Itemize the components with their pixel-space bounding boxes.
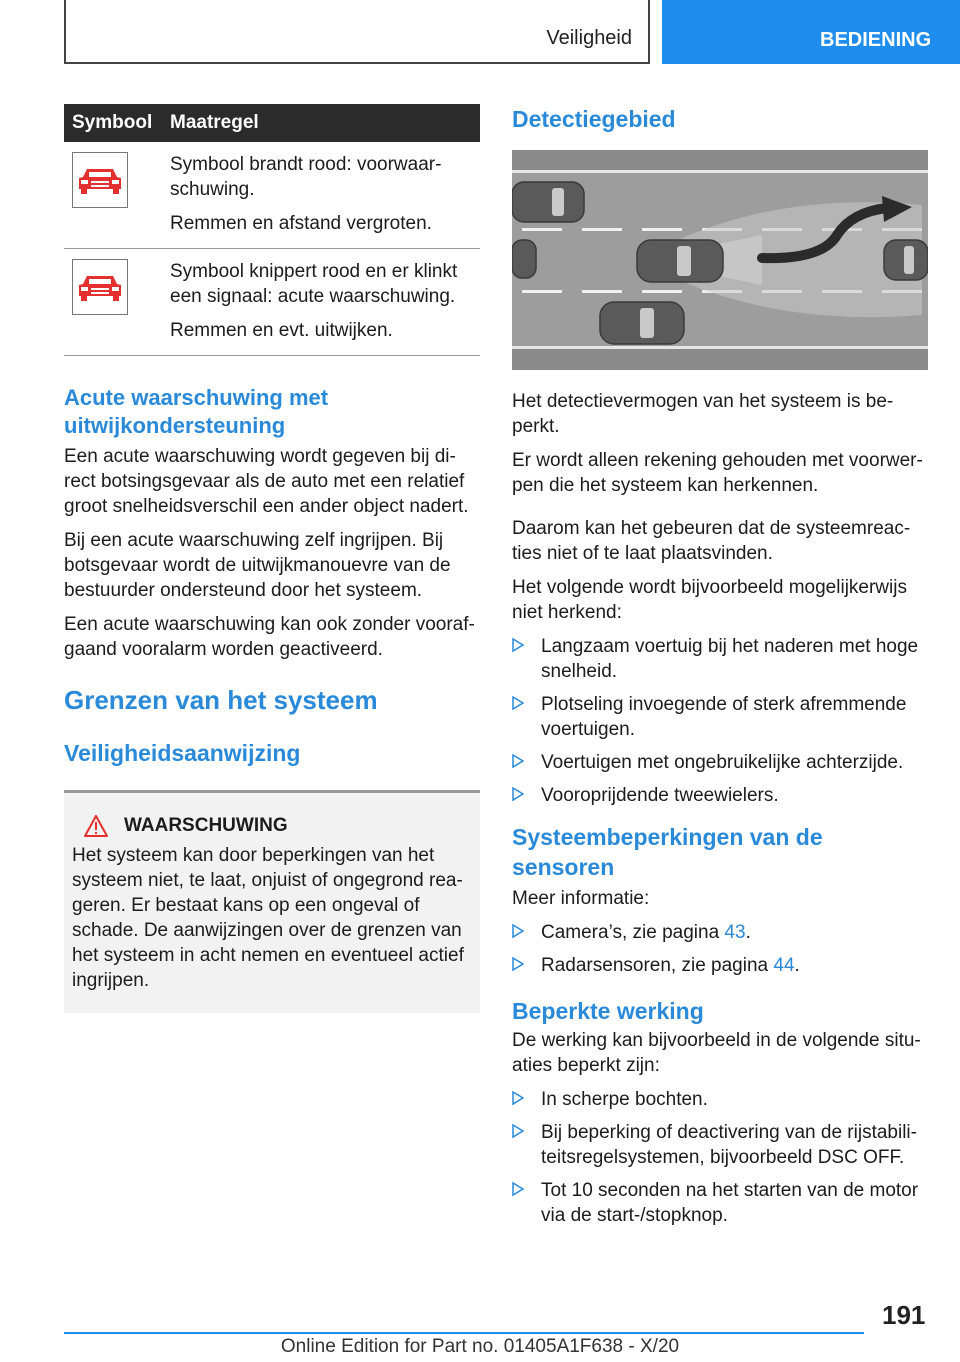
list-item	[512, 1178, 928, 1228]
chapter-tab	[662, 0, 960, 64]
measure-cell	[162, 249, 480, 356]
acute-paragraph: Een acute waarschuwing wordt gegeven bij direct botsingsgevaar als de auto met een relatief groot snelheidsverschil een ander object nadert.	[64, 446, 469, 517]
list-item-text: Plotseling invoegende of sterk afremmende voertuigen.	[541, 694, 907, 740]
acute-heading: Acute waarschuwing met uitwijkondersteuning	[64, 385, 329, 438]
acute-paragraph: Een acute waarschuwing kan ook zonder voorafgaand vooralarm worden geactiveerd.	[64, 614, 475, 660]
list-item	[512, 634, 928, 684]
car-warning-icon	[72, 152, 128, 208]
list-item-text: Vooroprijdende tweewielers.	[541, 785, 779, 806]
header-frame	[64, 0, 650, 64]
triangle-bullet-icon	[512, 1123, 524, 1139]
list-item-text: Voertuigen met ongebruikelijke achterzijde.	[541, 752, 904, 773]
table-row	[64, 249, 480, 356]
chapter-label: BEDIENING	[820, 29, 932, 51]
acute-paragraph: Bij een acute waarschuwing zelf ingrijpen. Bij botsgevaar wordt de uitwijkmanouevre van de bestuurder ondersteund door het systeem.	[64, 530, 451, 601]
symbol-cell	[64, 142, 162, 249]
symbol-table	[64, 104, 480, 356]
sensors-list	[512, 920, 928, 978]
triangle-bullet-icon	[512, 786, 524, 802]
detection-paragraph: Er wordt alleen rekening gehouden met voorwerpen die het systeem kan herkennen.	[512, 450, 923, 496]
measure-line: Remmen en afstand vergroten.	[170, 213, 432, 234]
list-item	[512, 750, 928, 775]
limited-intro: De werking kan bijvoorbeeld in de volgende situaties beperkt zijn:	[512, 1030, 921, 1076]
measure-line: Remmen en evt. uitwijken.	[170, 320, 393, 341]
page-link[interactable]: 44	[773, 955, 795, 976]
detection-paragraph: Daarom kan het gebeuren dat de systeemreacties niet of te laat plaatsvinden.	[512, 518, 911, 564]
triangle-bullet-icon	[512, 1181, 524, 1197]
list-item-end: .	[745, 922, 751, 943]
measure-line: Symbool knippert rood en er klinkt een signaal: acute waarschuwing.	[170, 261, 458, 307]
detection-area-illustration	[512, 150, 928, 370]
footer-edition: Online Edition for Part no. 01405A1F638 - X/20	[280, 1336, 680, 1357]
triangle-bullet-icon	[512, 956, 524, 972]
triangle-bullet-icon	[512, 1090, 524, 1106]
list-item-text: Radarsensoren, zie pagina	[541, 955, 774, 976]
warning-header	[72, 815, 472, 837]
detection-paragraph: Het volgende wordt bijvoorbeeld mogelijkerwijs niet herkend:	[512, 577, 907, 623]
list-item	[512, 1087, 928, 1112]
warning-text: Het systeem kan door beperkingen van het systeem niet, te laat, onjuist of ongegrond reageren. Er bestaat kans op een ongeval of schade. De aanwijzingen over de grenzen van het systeem in acht nemen en eventueel actief ingrijpen.	[72, 845, 464, 991]
triangle-bullet-icon	[512, 753, 524, 769]
list-item	[512, 1120, 928, 1170]
list-item	[512, 953, 928, 978]
list-item-end: .	[794, 955, 800, 976]
triangle-bullet-icon	[512, 637, 524, 653]
safety-heading: Veiligheidsaanwijzing	[64, 740, 301, 766]
sensors-heading: Systeembeperkingen van de sensoren	[512, 824, 823, 880]
column-header-measure: Maatregel	[170, 112, 259, 133]
left-column	[64, 104, 480, 1013]
sensors-intro: Meer informatie:	[512, 888, 650, 909]
detection-heading: Detectiegebied	[512, 106, 676, 132]
limits-heading: Grenzen van het systeem	[64, 685, 378, 715]
right-column	[512, 104, 928, 1236]
page-number: 191	[882, 1300, 926, 1330]
limited-heading: Beperkte werking	[512, 998, 704, 1024]
warning-box	[64, 790, 480, 1013]
table-row	[64, 142, 480, 249]
list-item	[512, 692, 928, 742]
detection-paragraph: Het detectievermogen van het systeem is beperkt.	[512, 391, 894, 437]
list-item	[512, 783, 928, 808]
list-item-text: In scherpe bochten.	[541, 1089, 708, 1110]
section-title: Veiligheid	[546, 27, 632, 49]
measure-line: Symbool brandt rood: voorwaarschuwing.	[170, 154, 442, 200]
undetected-list	[512, 634, 928, 808]
footer-divider	[64, 1332, 864, 1334]
warning-label: WAARSCHUWING	[124, 815, 288, 836]
column-header-symbol: Symbool	[72, 112, 153, 133]
page-link[interactable]: 43	[724, 922, 746, 943]
list-item-text: Tot 10 seconden na het starten van de motor via de start-/stopknop.	[541, 1180, 919, 1226]
triangle-bullet-icon	[512, 923, 524, 939]
triangle-bullet-icon	[512, 695, 524, 711]
list-item	[512, 920, 928, 945]
measure-cell	[162, 142, 480, 249]
table-header-row	[64, 104, 480, 142]
list-item-text: Langzaam voertuig bij het naderen met hoge snelheid.	[541, 636, 919, 682]
symbol-cell	[64, 249, 162, 356]
list-item-text: Bij beperking of deactivering van de rijstabiliteitsregelsystemen, bijvoorbeeld DSC OFF.	[541, 1122, 917, 1168]
limited-list	[512, 1087, 928, 1228]
warning-triangle-icon	[84, 815, 108, 837]
list-item-text: Camera’s, zie pagina	[541, 922, 725, 943]
car-warning-icon	[72, 259, 128, 315]
